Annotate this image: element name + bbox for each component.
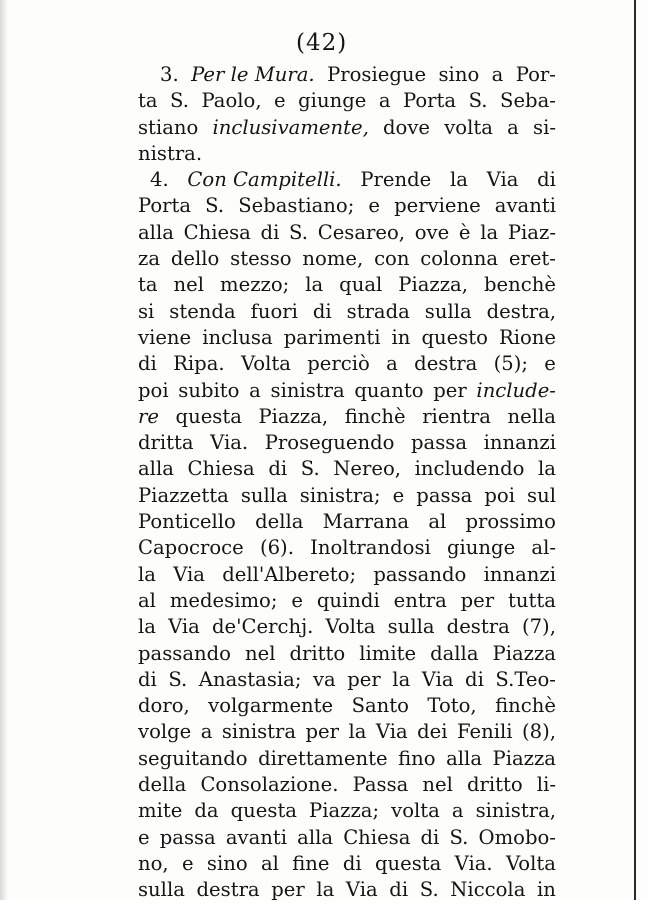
word: S. [289,220,308,244]
word: di [268,457,288,481]
word: al [428,510,447,534]
word: Piazza, [258,404,329,428]
page-edge-rule [634,0,636,900]
word: si [138,299,155,323]
word: Chiesa [187,457,255,481]
word: dello [170,247,220,271]
word: Piazzetta [138,483,229,507]
word: includendo [414,457,525,481]
word: a [491,63,504,86]
word: Rione [498,325,556,349]
word: Anastasia; [198,667,302,691]
text-line [138,851,556,877]
word: la [138,562,156,586]
word: la [316,878,335,902]
word: Via. [210,431,249,455]
word: a [249,378,261,402]
word: Sebastiano; [238,194,355,218]
word: tutta [508,588,556,612]
word: dell'Albereto; [222,562,357,586]
word: va [312,667,336,691]
word: entra [393,588,447,612]
word: finchè [495,694,556,718]
word: Via [421,667,454,691]
word: Cesareo, [317,220,406,244]
word: volgarmente [208,694,334,718]
word: 3. [160,63,179,86]
word: nome, [302,247,364,271]
word: viene [138,325,192,349]
word: passando [138,641,231,665]
word: ta [138,273,158,297]
text-line [138,325,556,351]
word: innanzi [483,562,556,586]
word: giunge [298,89,367,113]
word: avanti [494,194,556,218]
word: in [537,878,556,902]
text-line [138,798,556,824]
word: di [537,168,556,192]
word: Omobo- [478,825,556,849]
word: al- [531,536,556,560]
word: da [194,799,219,823]
word: questa [374,851,442,875]
text-line [138,220,556,246]
word: per [433,378,467,402]
word: quindi [316,588,380,612]
word: mezzo; [220,273,290,297]
spine-shadow [0,0,8,900]
text-line [138,246,556,272]
word: di [312,299,332,323]
word: Via. [454,851,493,875]
word: sulla [240,483,288,507]
word: Prende [360,168,432,192]
word: questa [230,799,297,823]
word: inclusa [202,325,273,349]
word: ta [138,89,158,113]
word: la [449,168,468,192]
word: sinistra, [475,799,556,823]
word: per [460,588,495,612]
word: sino [438,63,480,86]
word: passa [416,483,473,507]
word: benchè [483,273,556,297]
word: giunge [446,536,516,560]
word: Piazza [492,641,556,665]
word: alla [297,825,334,849]
word: 4. [150,168,169,192]
word: rientra [422,404,491,428]
text-line [138,141,556,167]
word: Volta [240,352,291,376]
word: perviene [394,194,481,218]
word: Via [486,168,519,192]
word: sul [527,483,556,507]
word: quanto [354,378,424,402]
word: (6). [259,536,294,560]
text-line [138,509,556,535]
word: volta [444,115,493,139]
word: Via [173,562,205,586]
word: passando [373,562,467,586]
word: la [348,720,367,744]
word: Piazza; [309,799,380,823]
word: no, [138,851,169,875]
word: innanzi [483,431,556,455]
word: colonna [420,247,499,271]
word: destra [414,352,478,376]
word: della [255,510,304,534]
word: fuori [250,299,298,323]
word: di [465,667,484,691]
word: li- [536,773,556,797]
word: Piazza [492,746,556,770]
text-line [138,562,556,588]
text-line [138,193,556,219]
word: S. [468,89,488,113]
word: e [138,825,150,849]
word: a [378,89,391,113]
text-line [138,588,556,614]
italic-word: include- [476,378,556,402]
word: alla [446,746,483,770]
word: Chiesa [343,825,411,849]
text-line [138,430,556,456]
word: Nereo, [333,457,401,481]
text-line [138,167,556,193]
text-line [138,614,556,640]
word: e [181,851,194,875]
word: direttamente [258,746,388,770]
word: passa [159,825,216,849]
italic-word: Per le Mura. [191,63,315,86]
text-line [138,88,556,114]
text-line [138,667,556,693]
word: Ripa. [173,352,225,376]
word: questo [421,325,488,349]
word: dritto [289,641,346,665]
word: Inoltrandosi [310,536,431,560]
word: Santo [351,694,409,718]
italic-word: re [138,404,159,428]
word: Proseguendo [264,431,395,455]
body-text [138,62,556,904]
word: dalla [430,641,479,665]
word: (8), [521,720,556,744]
text-line [138,719,556,745]
word: Piazza, [398,273,468,297]
word: di [138,667,157,691]
word: nel [244,641,276,665]
word: (5); [493,352,528,376]
word: finchè [344,404,406,428]
word: a [200,720,213,744]
word: Por- [515,63,556,86]
word: fino [398,746,436,770]
word: destra, [486,299,556,323]
text-line [138,772,556,798]
word: la [392,667,411,691]
word: S. [170,89,189,113]
word: Ponticello [138,510,236,534]
word: Marrana [322,510,410,534]
word: S. [419,878,439,902]
word: Via [345,878,378,902]
word: della [138,773,187,797]
word: di [342,851,362,875]
word: destra [446,615,510,639]
word: eret- [508,247,556,271]
text-line [138,483,556,509]
word: di [420,825,440,849]
word: dei [417,720,448,744]
text-line [138,535,556,561]
text-line [138,456,556,482]
word: la [305,273,324,297]
word: si- [533,115,556,139]
text-line [138,641,556,667]
word: strada [346,299,410,323]
word: e [291,588,303,612]
word: alla [138,457,174,481]
word: sulla [138,878,185,902]
word: stiano [138,115,199,139]
word: doro, [138,694,190,718]
text-line [138,62,556,88]
word: Via [168,615,200,639]
word: nel [422,773,453,797]
word: perciò [307,352,370,376]
word: Capocroce [138,536,244,560]
text-line [138,299,556,325]
word: in [391,325,411,349]
italic-word: inclusivamente, [212,115,369,139]
text-line [138,746,556,772]
word: dove [383,115,431,139]
word: S. [168,667,188,691]
word: la [538,457,556,481]
word: za [138,247,161,271]
word: con [374,247,410,271]
word: destra [196,878,260,902]
word: e [392,483,405,507]
word: parimenti [283,325,381,349]
word: Seba- [500,89,556,113]
word: Piaz- [507,220,556,244]
word: dritto [466,773,523,797]
word: volta [391,799,440,823]
word: Niccola [450,878,526,902]
word: per [271,878,305,902]
word: stesso [230,247,292,271]
word: sino [206,851,248,875]
word: poi [138,378,169,402]
word: S.Teo- [495,667,556,691]
word: sulla [424,299,472,323]
word: Passa [352,773,409,797]
word: Porta [402,89,457,113]
text-line [138,351,556,377]
word: Prosiegue [327,63,427,86]
word: sinistra [221,720,297,744]
word: la [480,220,499,244]
word: medesimo; [169,588,278,612]
word: Chiesa [183,220,251,244]
word: (7), [521,615,556,639]
word: e [368,194,380,218]
word: alla [138,220,174,244]
word: Toto, [427,694,477,718]
word: mite [138,799,183,823]
word: a [386,352,398,376]
word: dritta [138,431,194,455]
word: nistra. [138,141,203,165]
word: Fenili [456,720,513,744]
word: subito [178,378,240,402]
page-number: (42) [296,30,348,56]
word: sulla [387,615,435,639]
word: S. [449,825,469,849]
word: Via [375,720,408,744]
word: e [274,89,286,113]
word: a [507,115,519,139]
word: S. [300,457,320,481]
text-line [138,115,556,141]
word: Paolo, [201,89,262,113]
word: e [544,352,556,376]
word: nel [173,273,205,297]
word: S. [205,194,225,218]
text-line [138,272,556,298]
word: di [260,220,280,244]
word: stenda [169,299,236,323]
word: fine [292,851,330,875]
word: poi [484,483,515,507]
word: Volta [325,615,376,639]
word: di [389,878,409,902]
text-line [138,404,556,430]
text-line [138,825,556,851]
word: seguitando [138,746,248,770]
word: sinistra [270,378,345,402]
word: nella [507,404,556,428]
word: Consolazione. [200,773,339,797]
word: limite [359,641,417,665]
word: Volta [505,851,556,875]
word: volge [138,720,192,744]
word: prossimo [465,510,556,534]
word: ove [414,220,450,244]
word: de'Cerchj. [212,615,314,639]
word: questa [175,404,242,428]
word: al [138,588,156,612]
word: per [305,720,340,744]
text-line [138,378,556,404]
word: per [347,667,381,691]
word: la [138,615,156,639]
word: sinistra; [299,483,381,507]
text-line [138,693,556,719]
word: al [260,851,279,875]
word: a [451,799,464,823]
word: Porta [138,194,192,218]
word: di [138,352,157,376]
word: è [458,220,471,244]
word: passa [411,431,468,455]
word: avanti [225,825,288,849]
italic-word: Con Campitelli. [187,168,342,192]
word: qual [339,273,383,297]
